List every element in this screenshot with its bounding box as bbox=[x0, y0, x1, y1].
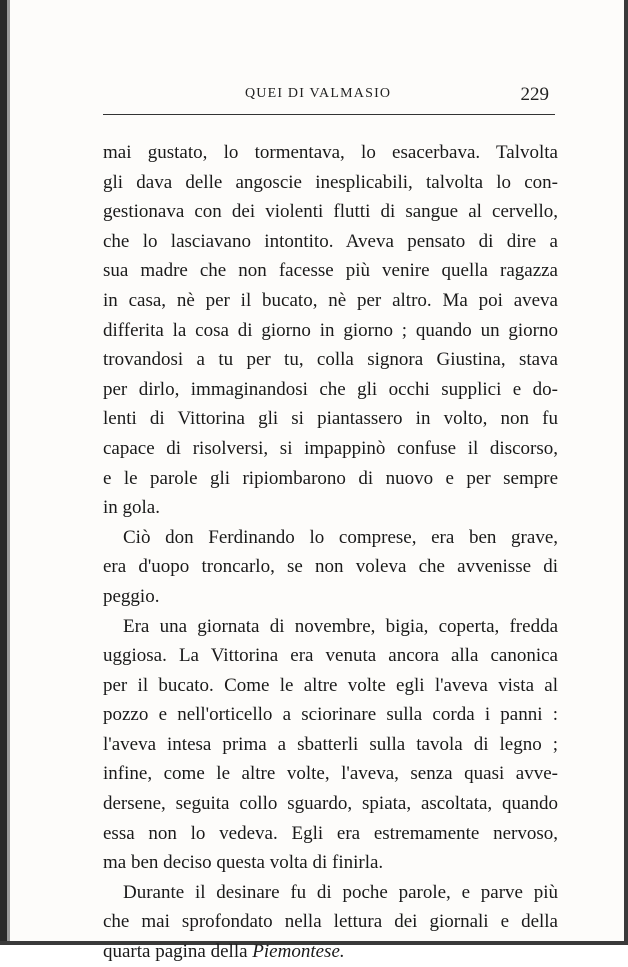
text-line: in gola. bbox=[103, 497, 160, 519]
scan-left-edge bbox=[0, 0, 7, 945]
running-title: QUEI DI VALMASIO bbox=[245, 86, 392, 101]
text-line: infine, come le altre volte, l'aveva, senza quasi avve- bbox=[103, 763, 558, 785]
text-line: e le parole gli ripiombarono di nuovo e per sempre bbox=[103, 467, 558, 489]
text-line: Ciò don Ferdinando lo comprese, era ben grave, bbox=[123, 526, 558, 548]
newspaper-title: Piemontese. bbox=[252, 941, 345, 963]
text-line: per dirlo, immaginandosi che gli occhi supplici e do- bbox=[103, 378, 558, 400]
text-line: che mai sprofondato nella lettura dei giornali e della bbox=[103, 911, 558, 933]
text-line: ma ben deciso questa volta di finirla. bbox=[103, 852, 384, 874]
text-line: uggiosa. La Vittorina era venuta ancora alla canonica bbox=[103, 645, 558, 667]
body-text bbox=[103, 138, 558, 967]
text-line-final bbox=[103, 937, 558, 967]
text-line: Durante il desinare fu di poche parole, e parve più bbox=[123, 881, 558, 903]
text-line: era d'uopo troncarlo, se non voleva che avvenisse di bbox=[103, 556, 558, 578]
text-line: lenti di Vittorina gli si piantassero in volto, non fu bbox=[103, 408, 558, 430]
header-rule bbox=[103, 114, 555, 115]
text-line: sua madre che non facesse più venire quella ragazza bbox=[103, 260, 558, 282]
text-line: che lo lasciavano intontito. Aveva pensato di dire a bbox=[103, 230, 558, 252]
text-line: peggio. bbox=[103, 585, 160, 607]
text-line: gestionava con dei violenti flutti di sangue al cervello, bbox=[103, 201, 558, 223]
text-line: capace di risolversi, si impappinò confuse il discorso, bbox=[103, 437, 558, 459]
text-line: l'aveva intesa prima a sbatterli sulla tavola di legno ; bbox=[103, 733, 558, 755]
text-line: mai gustato, lo tormentava, lo esacerbava. Talvolta bbox=[103, 142, 558, 163]
text-line: per il bucato. Come le altre volte egli l'aveva vista al bbox=[103, 674, 558, 696]
scan-left-edge-shadow bbox=[7, 0, 10, 945]
scan-right-edge bbox=[624, 0, 628, 945]
text-line: dersene, seguita collo sguardo, spiata, ascoltata, quando bbox=[103, 793, 558, 815]
text-line: differita la cosa di giorno in giorno ; quando un giorno bbox=[103, 319, 558, 341]
text-line: pozzo e nell'orticello a sciorinare sulla corda i panni : bbox=[103, 704, 558, 726]
text-line: gli dava delle angoscie inesplicabili, talvolta lo con- bbox=[103, 171, 558, 193]
text-line: Era una giornata di novembre, bigia, coperta, fredda bbox=[123, 615, 558, 637]
page-header bbox=[103, 84, 555, 108]
text-line: in casa, nè per il bucato, nè per altro. Ma poi aveva bbox=[103, 289, 558, 311]
page-number: 229 bbox=[520, 84, 549, 105]
final-line-text: quarta pagina della bbox=[103, 941, 253, 963]
text-line: trovandosi a tu per tu, colla signora Giustina, stava bbox=[103, 349, 558, 371]
text-line: essa non lo vedeva. Egli era estremamente nervoso, bbox=[103, 822, 558, 844]
